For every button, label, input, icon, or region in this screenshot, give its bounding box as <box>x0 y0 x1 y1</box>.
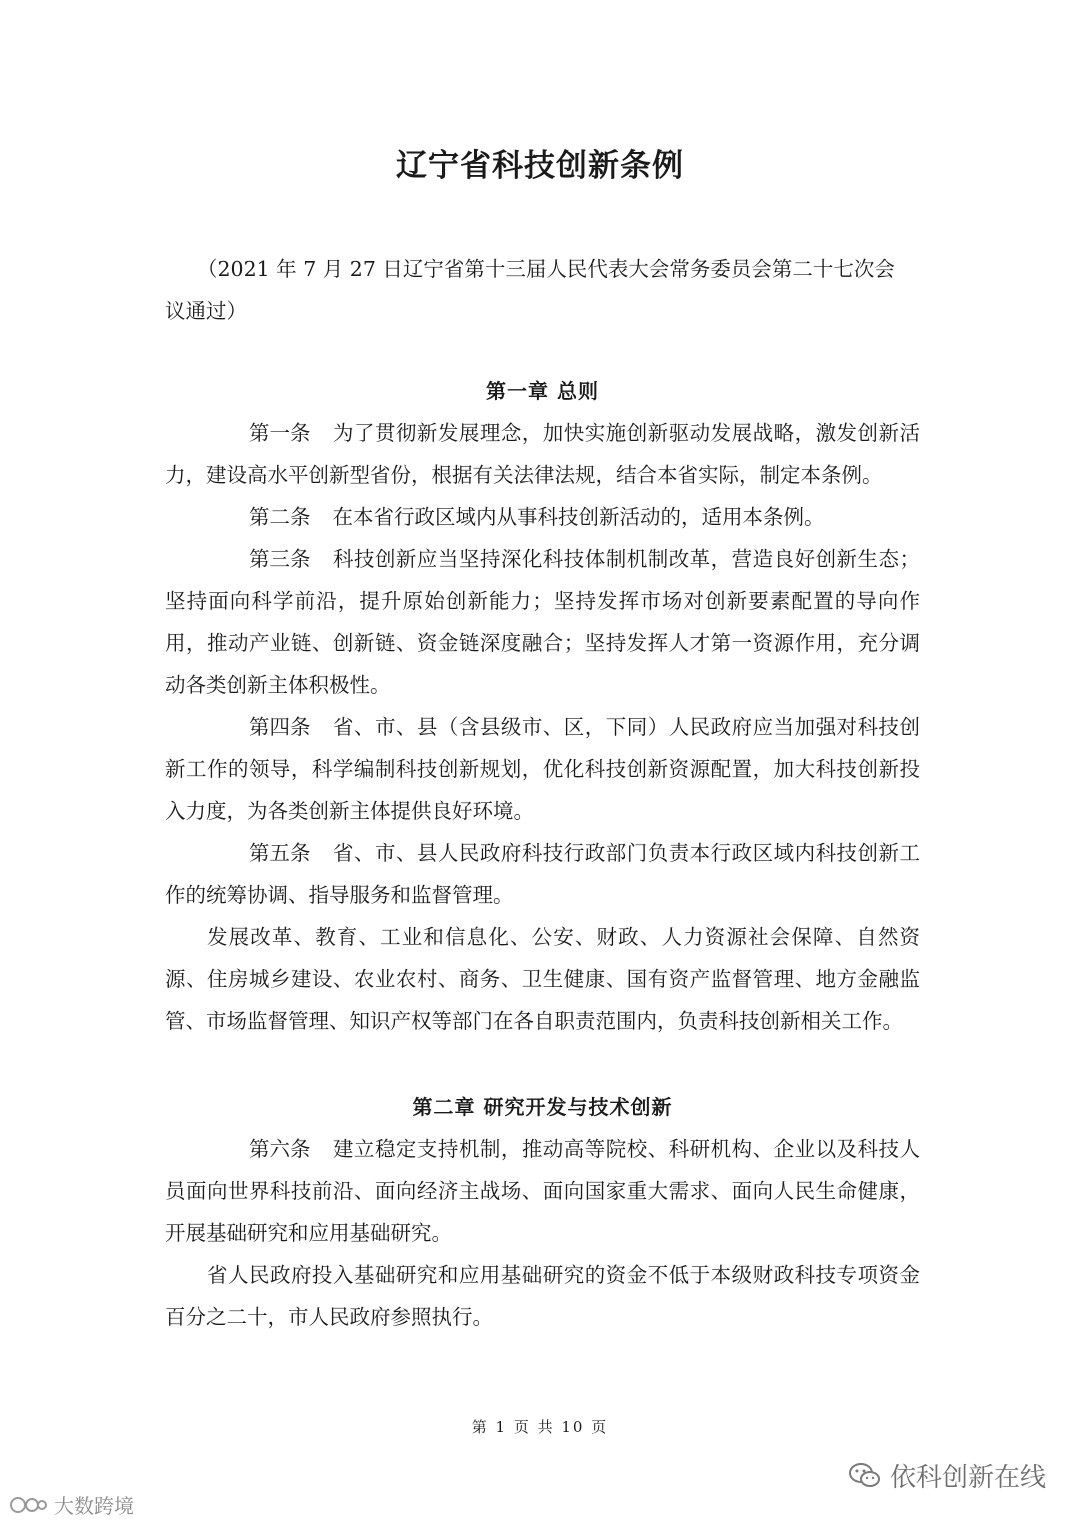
watermark-left-text: 大数跨境 <box>54 1494 134 1518</box>
article-paragraph: 发展改革、教育、工业和信息化、公安、财政、人力资源社会保障、自然资源、住房城乡建设、农业农村、商务、卫生健康、国有资产监督管理、地方金融监管、市场监督管理、知识产权等部门在各自职责范围内，负责科技创新相关工作。 <box>165 925 920 1033</box>
article-paragraph <box>165 538 920 706</box>
article-number: 第五条 <box>249 841 311 865</box>
article-paragraph <box>165 1128 920 1254</box>
watermark-right <box>848 1457 1046 1494</box>
article-text: 省、市、县（含县级市、区，下同）人民政府应当加强对科技创新工作的领导，科学编制科技创新规划，优化科技创新资源配置，加大科技创新投入力度，为各类创新主体提供良好环境。 <box>165 715 920 823</box>
subtitle-line: 议通过） <box>165 299 247 323</box>
section-gap <box>165 1042 920 1086</box>
article-paragraph <box>165 496 920 538</box>
subtitle-block <box>165 248 920 332</box>
article-text: 科技创新应当坚持深化科技体制机制改革，营造良好创新生态；坚持面向科学前沿，提升原始创新能力；坚持发挥市场对创新要素配置的导向作用，推动产业链、创新链、资金链深度融合；坚持发挥人才第一资源作用，充分调动各类创新主体积极性。 <box>165 547 920 697</box>
page-footer: 第 1 页 共 10 页 <box>471 1418 609 1436</box>
subtitle-line: （2021 年 7 月 27 日辽宁省第十三届人民代表大会常务委员会第二十七次会 <box>197 257 895 281</box>
article-text: 省、市、县人民政府科技行政部门负责本行政区域内科技创新工作的统筹协调、指导服务和监督管理。 <box>165 841 920 907</box>
watermark-left <box>8 1490 134 1519</box>
article-number: 第三条 <box>249 547 311 571</box>
article-paragraph <box>165 706 920 832</box>
article-text: 建立稳定支持机制，推动高等院校、科研机构、企业以及科技人员面向世界科技前沿、面向经济主战场、面向国家重大需求、面向人民生命健康，开展基础研究和应用基础研究。 <box>165 1137 920 1245</box>
document-title: 辽宁省科技创新条例 <box>396 148 684 184</box>
document-body <box>165 370 920 1338</box>
article-text: 为了贯彻新发展理念，加快实施创新驱动发展战略，激发创新活力，建设高水平创新型省份，根据有关法律法规，结合本省实际，制定本条例。 <box>165 421 920 487</box>
article-text: 在本省行政区域内从事科技创新活动的，适用本条例。 <box>332 505 825 529</box>
article-paragraph <box>165 832 920 916</box>
article-number: 第四条 <box>249 715 311 739</box>
article-paragraph: 省人民政府投入基础研究和应用基础研究的资金不低于本级财政科技专项资金百分之二十，市人民政府参照执行。 <box>165 1263 920 1329</box>
chapter-heading: 第二章 研究开发与技术创新 <box>412 1095 673 1119</box>
article-paragraph <box>165 412 920 496</box>
watermark-logo-icon <box>8 1495 48 1515</box>
wechat-icon <box>848 1461 882 1491</box>
article-number: 第一条 <box>249 421 311 445</box>
watermark-right-text: 依科创新在线 <box>889 1463 1046 1493</box>
chapter-heading: 第一章 总则 <box>486 379 599 403</box>
article-number: 第六条 <box>249 1137 311 1161</box>
article-number: 第二条 <box>249 505 311 529</box>
